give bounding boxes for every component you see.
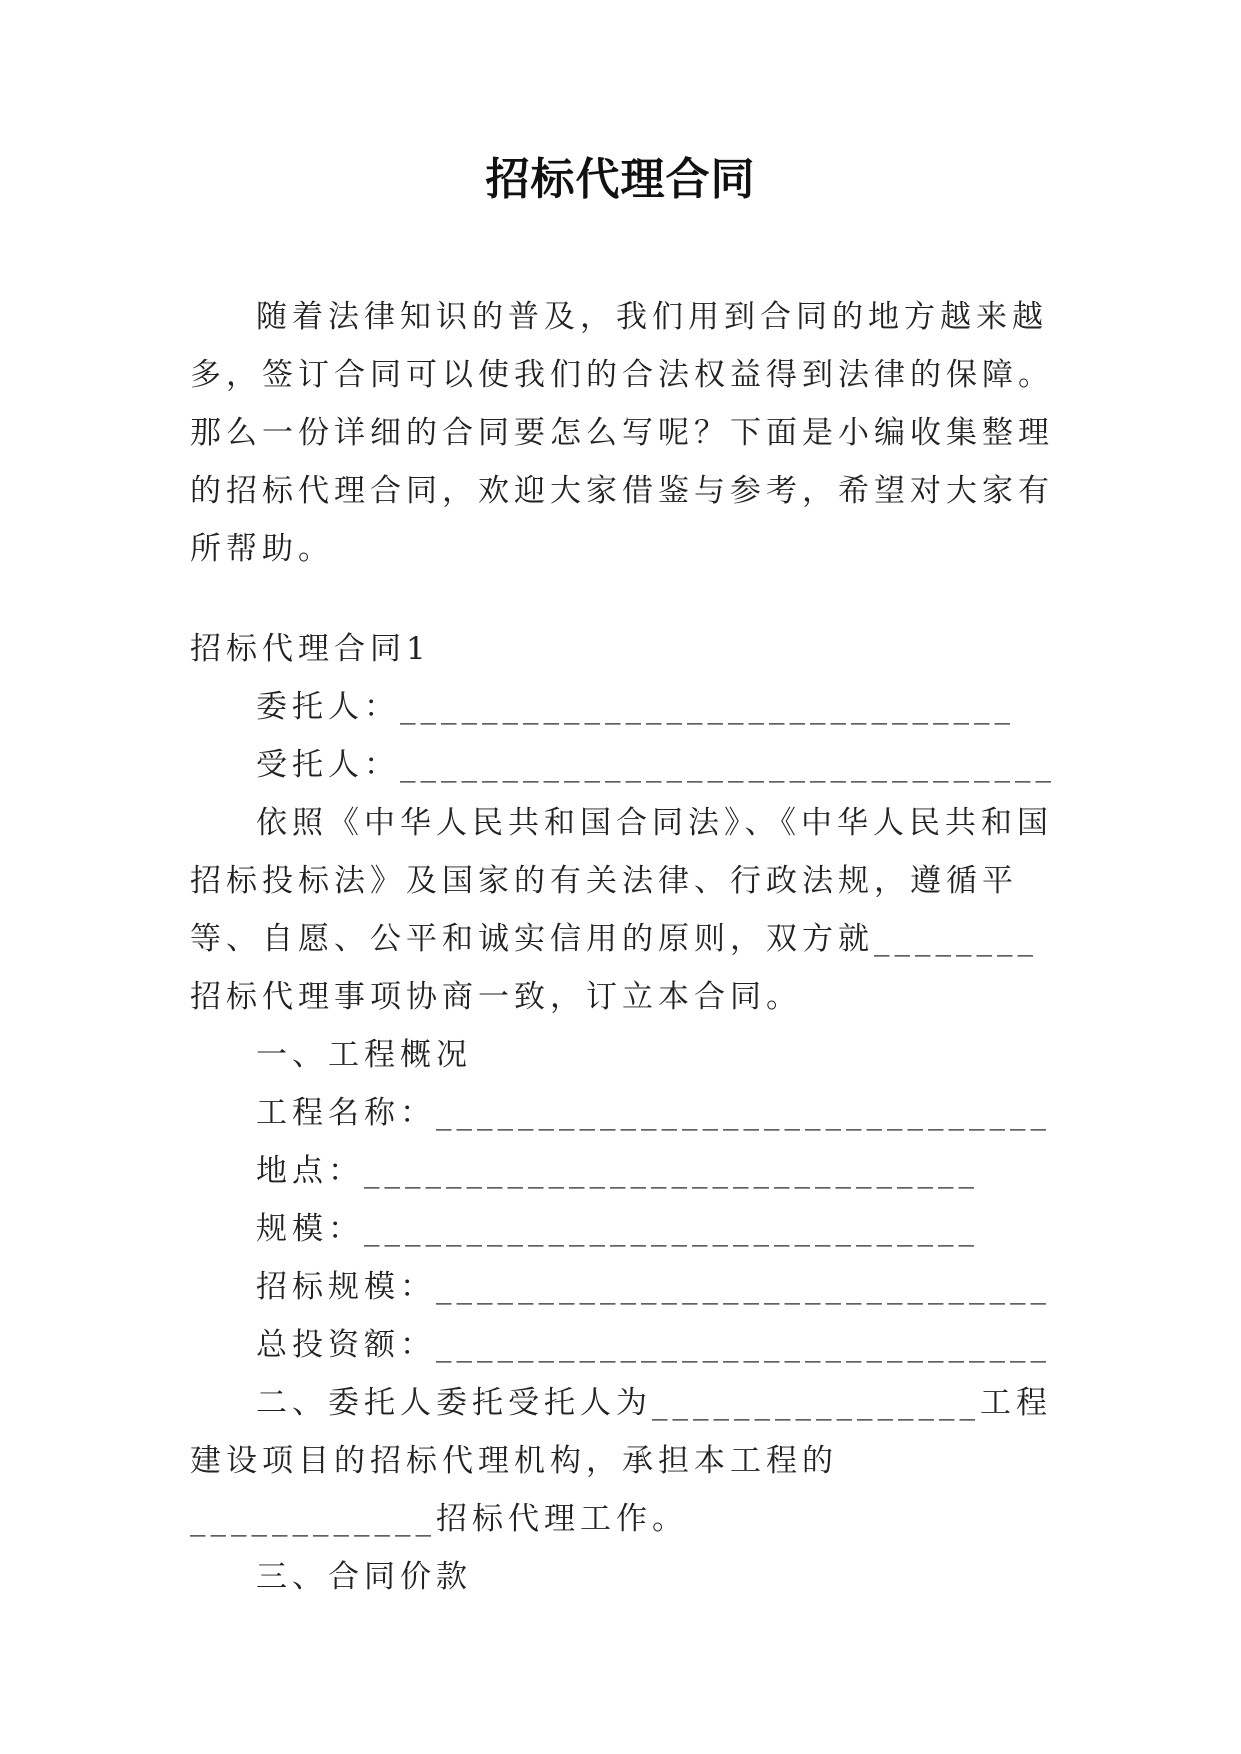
intro-paragraph: 随着法律知识的普及，我们用到合同的地方越来越多，签订合同可以使我们的合法权益得到法律的保障。那么一份详细的合同要怎么写呢？下面是小编收集整理的招标代理合同，欢迎大家借鉴与参考，希望对大家有所帮助。	[190, 299, 1054, 567]
contract-heading: 招标代理合同1	[190, 631, 431, 667]
document-title: 招标代理合同	[485, 154, 756, 205]
project-name-line: 工程名称：______________________________	[256, 1095, 1051, 1131]
document-body	[190, 288, 1070, 1606]
scale-line: 规模：______________________________	[256, 1211, 979, 1247]
section-2-paragraph: 二、委托人委托受托人为________________工程建设项目的招标代理机构，承担本工程的____________招标代理工作。	[190, 1385, 1052, 1537]
tender-scale-line: 招标规模：______________________________	[256, 1269, 1051, 1305]
total-investment-line: 总投资额：______________________________	[256, 1327, 1051, 1363]
basis-paragraph: 依照《中华人民共和国合同法》、《中华人民共和国招标投标法》及国家的有关法律、行政法规，遵循平等、自愿、公平和诚实信用的原则，双方就________招标代理事项协商一致，订立本合同。	[190, 805, 1053, 1015]
section-3-heading: 三、合同价款	[256, 1559, 472, 1595]
section-1-heading: 一、工程概况	[256, 1037, 472, 1073]
agent-line: 受托人：________________________________	[256, 747, 1056, 783]
location-line: 地点：______________________________	[256, 1153, 979, 1189]
client-line: 委托人：______________________________	[256, 689, 1015, 725]
